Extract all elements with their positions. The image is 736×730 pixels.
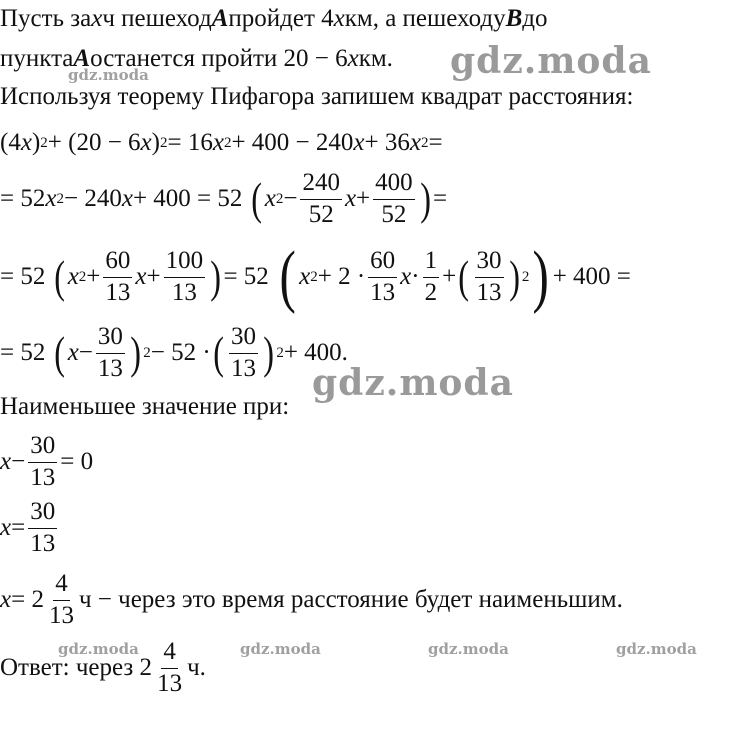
fraction: $\frac{60}{13}$ [370, 247, 396, 306]
fraction: $\frac{4}{13}$ [48, 570, 74, 629]
watermark: gdz.moda [312, 362, 514, 404]
equation-line-5: x − $\frac{30}{13}$ = 0 [0, 432, 94, 491]
watermark: gdz.moda [428, 640, 509, 658]
answer-line: Ответ: через 2 $\frac{4}{13}$ ч. [0, 638, 206, 697]
fraction: $\frac{30}{13}$ [97, 323, 123, 382]
watermark: gdz.moda [450, 40, 652, 82]
fraction: $\frac{400}{52}$ [375, 169, 413, 228]
equation-line-6: x = $\frac{30}{13}$ [0, 498, 56, 557]
fraction: $\frac{30}{13}$ [30, 432, 56, 491]
watermark: gdz.moda [58, 640, 139, 658]
fraction: $\frac{100}{13}$ [165, 247, 204, 306]
text-line-3: Используя теорему Пифагора запишем квадрат расстояния: [0, 83, 634, 110]
fraction: $\frac{30}{13}$ [476, 247, 502, 306]
equation-line-7: x = 2 $\frac{4}{13}$ ч − через это время расстояние будет наименьшим. [0, 570, 623, 629]
fraction: $\frac{30}{13}$ [30, 498, 56, 557]
equation-line-1: (4 x ) 2 + (20 − 6 x ) 2 = 16 x 2 + 400 − 240 x + 36 x 2 = [0, 129, 443, 156]
equation-line-4: = 52 ( x − $\frac{30}{13}$ ) 2 − 52 · ( $\frac{30}{13}$ ) 2 + 400. [0, 323, 348, 382]
equation-line-2: = 52 x 2 − 240 x + 400 = 52 ( x 2 − $\frac{240}{52}$ x + $\frac{400}{52}$ ) = [0, 169, 448, 228]
fraction: $\frac{60}{13}$ [105, 247, 131, 306]
equation-line-3: = 52 ( x 2 + $\frac{60}{13}$ x + $\frac{100}{13}$ ) = 52 ( x 2 + 2 · $\frac{60}{13}$ x · $\frac{1}{2}$ + ( $\frac{30}{13}$ ) 2 ) + 400 = [0, 238, 631, 315]
fraction: $\frac{4}{13}$ [157, 638, 183, 697]
text-line-2: пункта A останется пройти 20 − 6 x км. [0, 45, 393, 72]
fraction: $\frac{1}{2}$ [424, 247, 438, 306]
watermark: gdz.moda [240, 640, 321, 658]
fraction: $\frac{240}{52}$ [302, 169, 340, 228]
text-line-4: Наименьшее значение при: [0, 393, 290, 420]
fraction: $\frac{30}{13}$ [231, 323, 256, 382]
watermark: gdz.moda [616, 640, 697, 658]
watermark: gdz.moda [68, 66, 149, 84]
text-line-1: Пусть за x ч пешеход A пройдет 4 x км, а пешеходу B до [0, 5, 548, 32]
